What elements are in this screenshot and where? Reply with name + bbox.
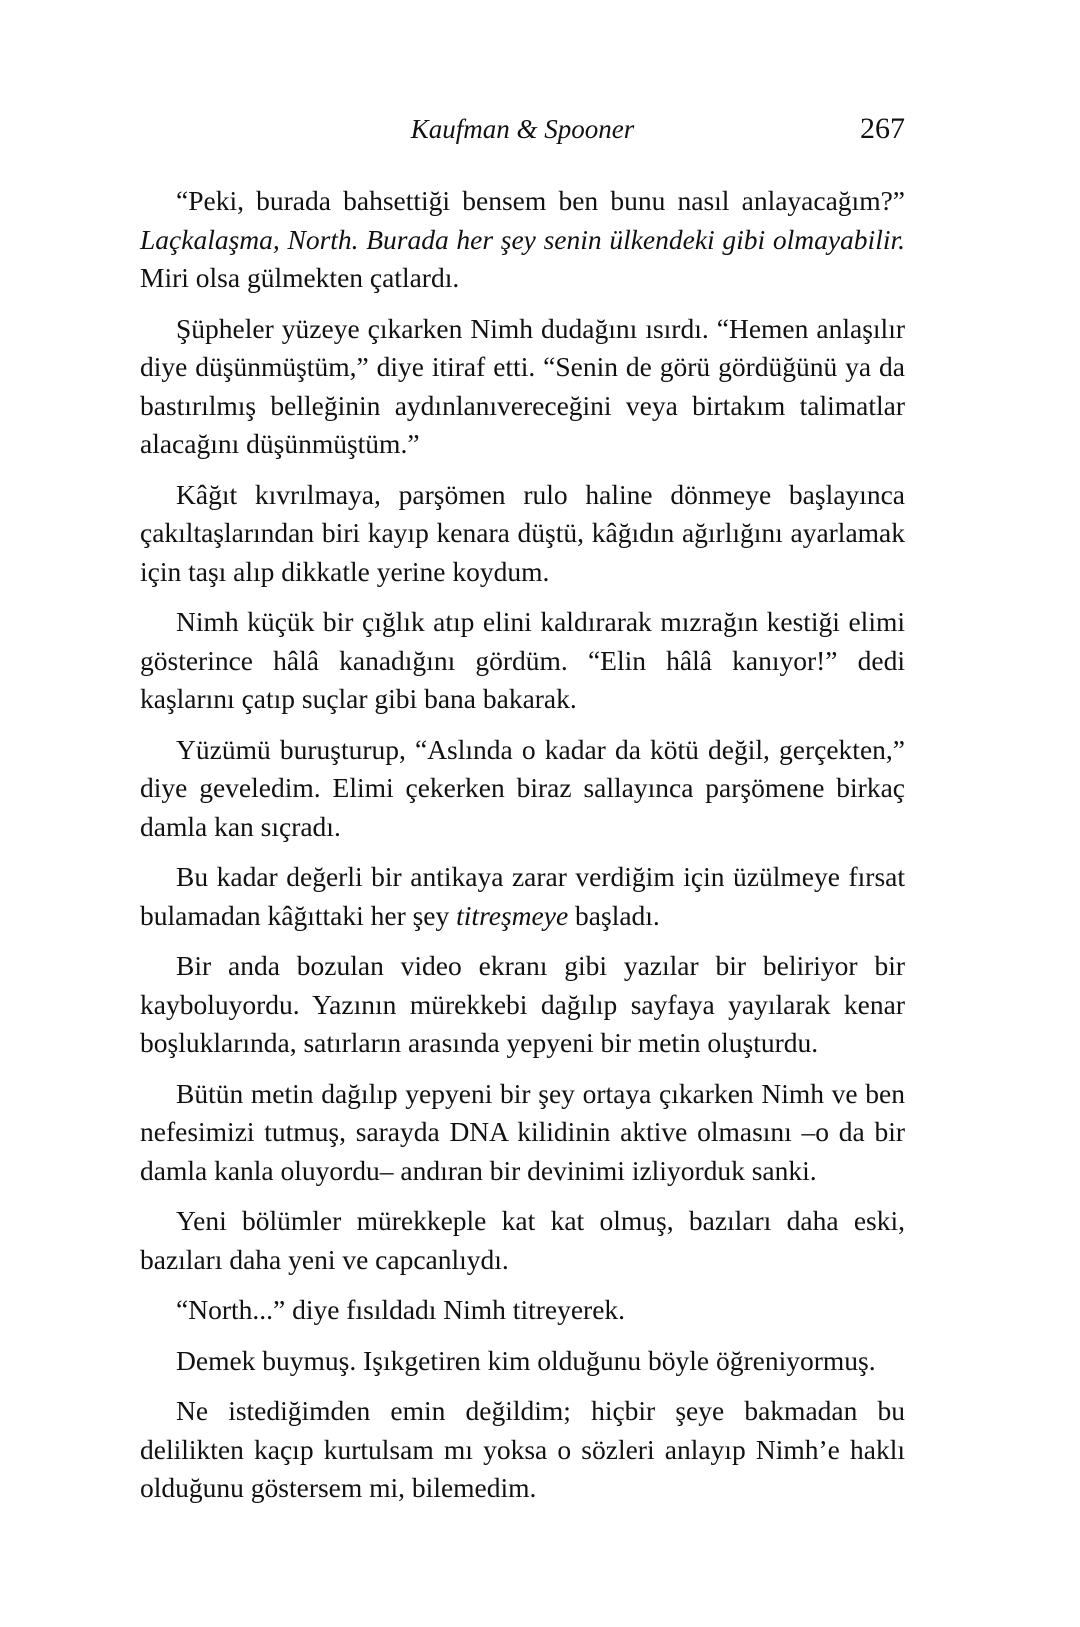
paragraph-6-lead: Bu kadar değerli bir antikaya zarar verdiğim için üzülmeye fırsat bulamadan kâğıttaki her şey xyxy=(140,861,905,931)
running-head-author-2: Spooner xyxy=(537,114,635,144)
paragraph-8: Bütün metin dağılıp yepyeni bir şey ortaya çıkarken Nimh ve ben nefesimizi tutmuş, sarayda DNA kilidinin aktive olmasını –o da bir damla kanla oluyordu– andıran bir devinimi izliyorduk sanki. xyxy=(140,1077,905,1186)
paragraph-10: “North...” diye fısıldadı Nimh titreyerek. xyxy=(176,1294,626,1325)
paragraph-12: Ne istediğimden emin değildim; hiçbir şeye bakmadan bu delilikten kaçıp kurtulsam mı yoksa o sözleri anlayıp Nimh’e haklı olduğunu göstersem mi, bilemedim. xyxy=(140,1395,905,1503)
paragraph-11: Demek buymuş. Işıkgetiren kim olduğunu böyle öğreniyormuş. xyxy=(176,1344,876,1376)
paragraph-4: Nimh küçük bir çığlık atıp elini kaldırarak mızrağın kestiği elimi gösterince hâlâ kanadığını gördüm. “Elin hâlâ kanıyor!” dedi kaşlarını çatıp suçlar gibi bana bakarak. xyxy=(140,606,905,714)
paragraph-6-italic-word: titreşmeye xyxy=(456,899,569,931)
running-head-ampersand: & xyxy=(516,114,538,144)
paragraph-1-italic-thought: Laçkalaşma, North. Burada her şey senin ülkendeki gibi olmayabilir. xyxy=(140,223,905,255)
paragraph-1-tail: Miri olsa gülmekten çatlardı. xyxy=(140,262,460,293)
paragraph-9: Yeni bölümler mürekkeple kat kat olmuş, bazıları daha eski, bazıları daha yeni ve capcanlıydı. xyxy=(140,1205,905,1275)
running-head xyxy=(140,112,905,146)
paragraph-5: Yüzümü buruşturup, “Aslında o kadar da kötü değil, gerçekten,” diye geveledim. Elimi çekerken biraz sallayınca parşömene birkaç damla kan sıçradı. xyxy=(140,733,905,842)
paragraph-6 xyxy=(140,858,905,935)
page-header xyxy=(140,112,905,152)
paragraph-7: Bir anda bozulan video ekranı gibi yazılar bir beliriyor bir kayboluyordu. Yazının mürekkebi dağılıp sayfaya yayılarak kenar boşluklarında, satırların arasında yepyeni bir metin oluşturdu. xyxy=(140,950,905,1058)
paragraph-2: Şüpheler yüzeye çıkarken Nimh dudağını ısırdı. “Hemen anlaşılır diye düşünmüştüm,” diye itiraf etti. “Senin de görü gördüğünü ya da bastırılmış belleğinin aydınlanıvereceğini veya birtakım talimatlar alacağını düşünmüştüm.” xyxy=(140,312,905,459)
paragraph-1 xyxy=(140,182,905,298)
paragraph-6-tail: başladı. xyxy=(568,899,660,931)
paragraph-1-dialogue: “Peki, burada bahsettiği bensem ben bunu nasıl anlayacağım?” xyxy=(176,185,905,216)
page-number: 267 xyxy=(860,112,905,145)
body-text xyxy=(140,182,905,1508)
running-head-author-1: Kaufman xyxy=(410,114,517,144)
paragraph-3: Kâğıt kıvrılmaya, parşömen rulo haline dönmeye başlayınca çakıltaşlarından biri kayıp kenara düştü, kâğıdın ağırlığını ayarlamak için taşı alıp dikkatle yerine koydum. xyxy=(140,478,905,587)
